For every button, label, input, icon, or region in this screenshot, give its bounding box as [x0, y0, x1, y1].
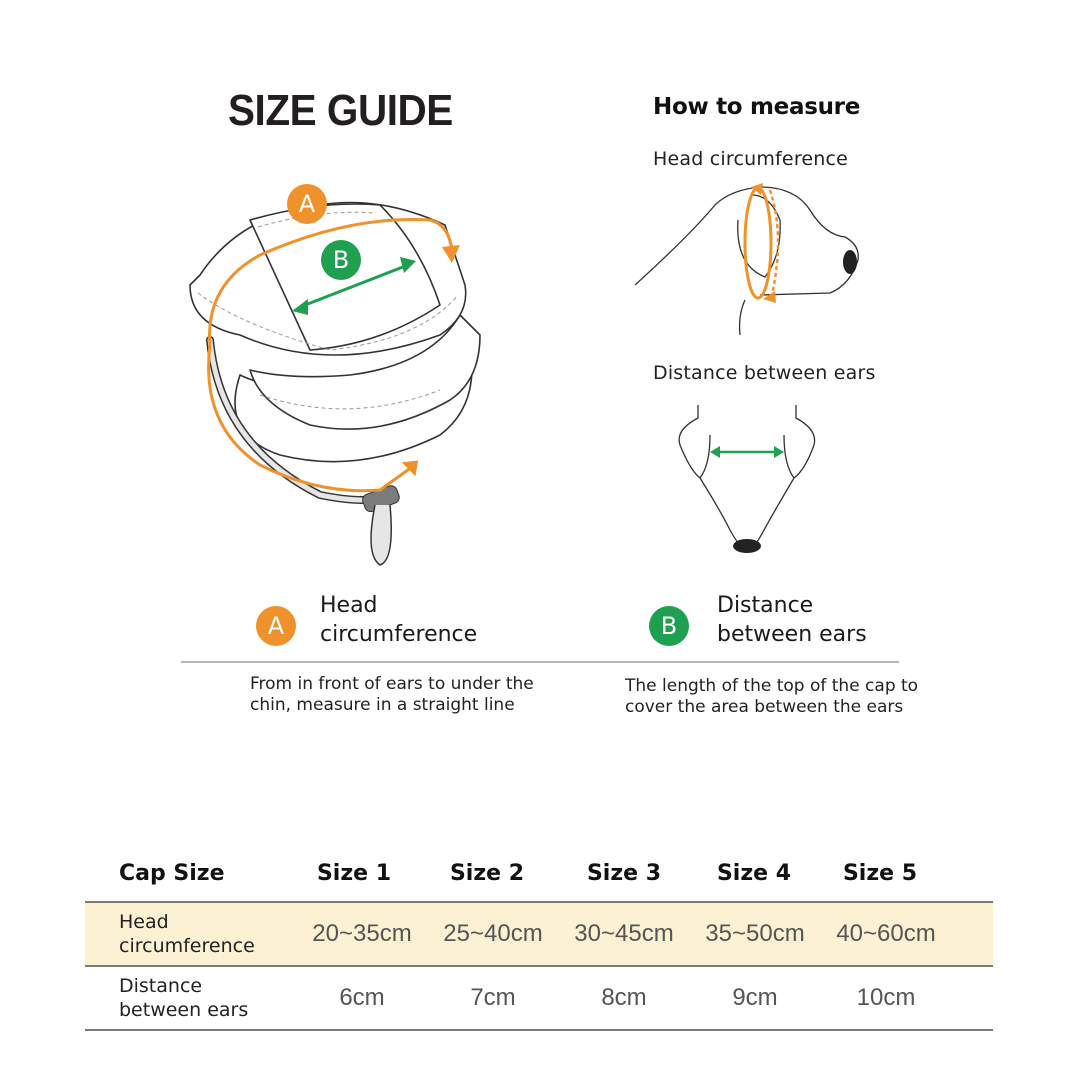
table-cell: 30~45cm — [574, 920, 674, 947]
row-label-distance-between-ears — [85, 974, 319, 1022]
table-cell: 7cm — [470, 984, 516, 1011]
table-cell: 20~35cm — [312, 920, 412, 947]
table-cell: 40~60cm — [836, 920, 936, 947]
dog-cap-illustration — [180, 175, 500, 575]
table-cell: 8cm — [601, 984, 647, 1011]
table-cell: 9cm — [732, 984, 778, 1011]
legend-a-label — [320, 591, 477, 649]
badge-a-icon: A — [287, 184, 327, 224]
legend-b-desc-line1: The length of the top of the cap to — [625, 676, 919, 696]
legend-b-label-line2: between ears — [717, 622, 867, 647]
legend-b-badge-icon: B — [649, 606, 689, 646]
legend-a-desc-line1: From in front of ears to under the — [250, 674, 534, 694]
legend-a-label-line2: circumference — [320, 622, 478, 647]
dog-head-front-icon — [670, 400, 830, 560]
table-header-cap-size: Cap Size — [119, 860, 225, 886]
legend-b-description — [625, 676, 918, 718]
legend-a-desc-line2: chin, measure in a straight line — [250, 695, 515, 715]
table-row — [85, 967, 993, 1029]
row-label-line1: Head — [119, 911, 169, 933]
row-label-line2: circumference — [119, 935, 255, 957]
table-header-size-2: Size 2 — [449, 860, 525, 886]
dog-head-side-icon — [620, 175, 880, 345]
table-cell: 10cm — [856, 984, 916, 1011]
how-to-measure-heading: How to measure — [653, 94, 861, 120]
table-divider — [85, 1029, 993, 1031]
distance-between-ears-subheading: Distance between ears — [653, 362, 876, 384]
table-cell: 25~40cm — [443, 920, 543, 947]
legend-a-label-line1: Head — [320, 593, 378, 618]
table-header-row — [85, 845, 993, 901]
table-header-size-4: Size 4 — [716, 860, 792, 886]
legend-a-description — [250, 674, 534, 716]
row-label-line2: between ears — [119, 999, 249, 1021]
page-title: SIZE GUIDE — [228, 86, 453, 135]
legend-b-desc-line2: cover the area between the ears — [625, 697, 904, 717]
legend-a-badge-icon: A — [256, 606, 296, 646]
legend-divider — [181, 661, 899, 663]
size-table — [85, 845, 993, 1031]
table-row — [85, 903, 993, 965]
badge-b-icon: B — [321, 240, 361, 280]
legend-b-label — [717, 591, 867, 649]
table-cell: 6cm — [339, 984, 385, 1011]
row-label-line1: Distance — [119, 975, 203, 997]
table-header-size-3: Size 3 — [586, 860, 662, 886]
table-header-size-1: Size 1 — [316, 860, 392, 886]
row-label-head-circumference — [85, 910, 319, 958]
head-circumference-subheading: Head circumference — [653, 148, 849, 170]
legend-b-label-line1: Distance — [717, 593, 814, 618]
table-cell: 35~50cm — [705, 920, 805, 947]
table-header-size-5: Size 5 — [842, 860, 918, 886]
